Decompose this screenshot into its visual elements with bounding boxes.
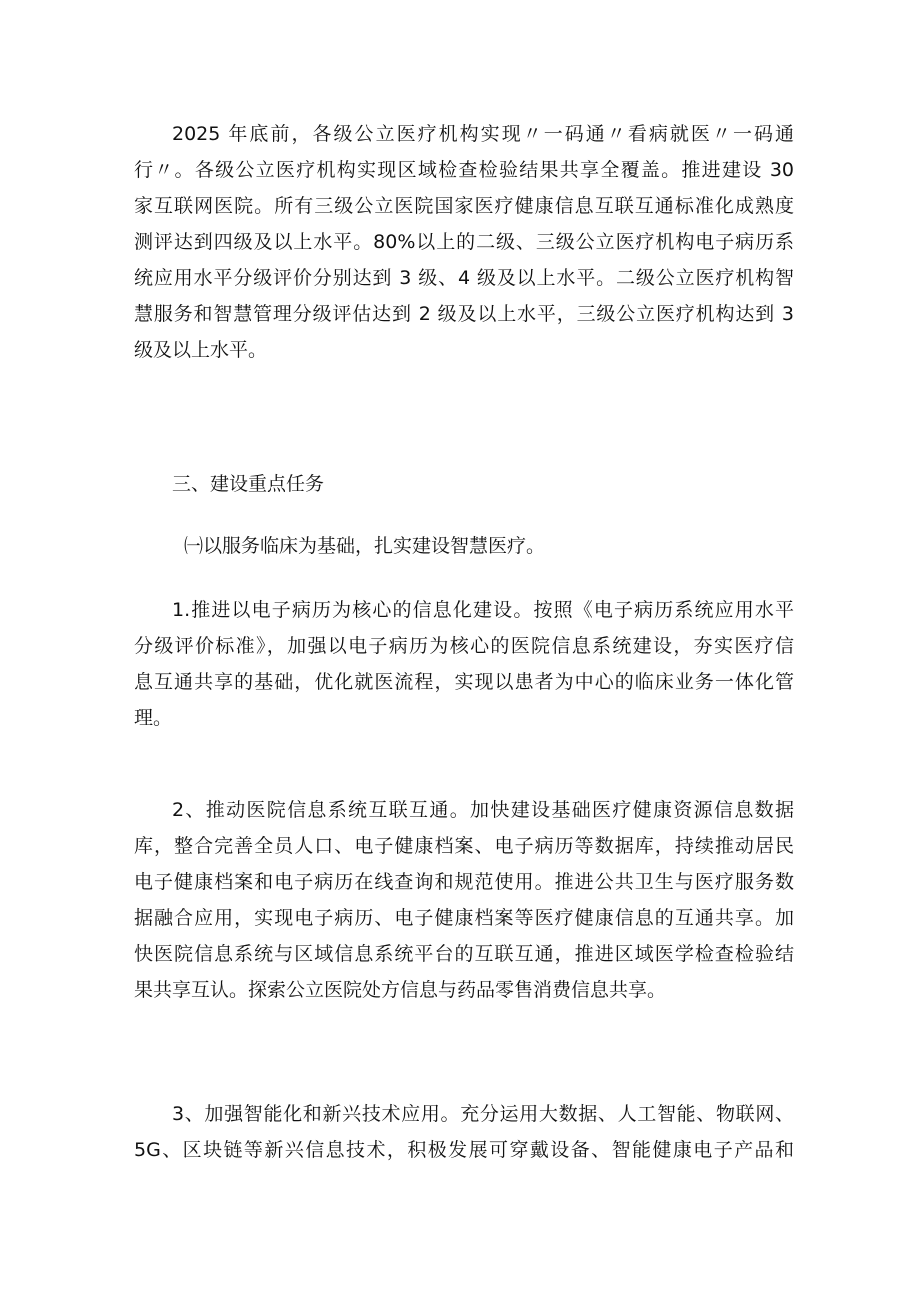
text-line: 电子健康档案和电子病历在线查询和规范使用。推进公共卫生与医疗服务数: [134, 871, 794, 893]
paragraph-item-3: [134, 1096, 794, 1168]
paragraph-item-2: [134, 792, 794, 1008]
text-line: 据融合应用，实现电子病历、电子健康档案等医疗健康信息的互通共享。加: [134, 907, 794, 929]
text-line: 1.推进以电子病历为核心的信息化建设。按照《电子病历系统应用水平: [172, 599, 794, 621]
subsection-heading: ㈠以服务临床为基础，扎实建设智慧医疗。: [184, 535, 546, 557]
text-line: 快医院信息系统与区域信息系统平台的互联互通，推进区域医学检查检验结: [134, 943, 794, 965]
text-line: 3、加强智能化和新兴技术应用。充分运用大数据、人工智能、物联网、: [172, 1103, 794, 1125]
text-line: 2、推动医院信息系统互联互通。加快建设基础医疗健康资源信息数据: [172, 799, 794, 821]
text-line: 行〃。各级公立医疗机构实现区域检查检验结果共享全覆盖。推进建设 30: [134, 159, 794, 181]
text-line: 分级评价标准》，加强以电子病历为核心的医院信息系统建设，夯实医疗信: [134, 635, 794, 657]
text-line: 统应用水平分级评价分别达到 3 级、4 级及以上水平。二级公立医疗机构智: [134, 267, 794, 289]
text-line: 息互通共享的基础，优化就医流程，实现以患者为中心的临床业务一体化管: [134, 671, 794, 693]
paragraph-2025-goals: [134, 116, 794, 368]
paragraph-item-1: [134, 592, 794, 736]
text-line: 果共享互认。探索公立医院处方信息与药品零售消费信息共享。: [134, 979, 667, 1001]
text-line: 2025 年底前，各级公立医疗机构实现〃一码通〃看病就医〃一码通: [172, 123, 794, 145]
text-line: 5G、区块链等新兴信息技术，积极发展可穿戴设备、智能健康电子产品和: [134, 1139, 794, 1161]
section-heading: 三、建设重点任务: [172, 473, 325, 495]
text-line: 家互联网医院。所有三级公立医院国家医疗健康信息互联互通标准化成熟度: [134, 195, 794, 217]
text-line: 测评达到四级及以上水平。80%以上的二级、三级公立医疗机构电子病历系: [134, 231, 794, 253]
text-line: 库，整合完善全员人口、电子健康档案、电子病历等数据库，持续推动居民: [134, 835, 794, 857]
text-line: 级及以上水平。: [134, 339, 268, 361]
text-line: 理。: [134, 707, 173, 729]
text-line: 慧服务和智慧管理分级评估达到 2 级及以上水平，三级公立医疗机构达到 3: [134, 303, 794, 325]
